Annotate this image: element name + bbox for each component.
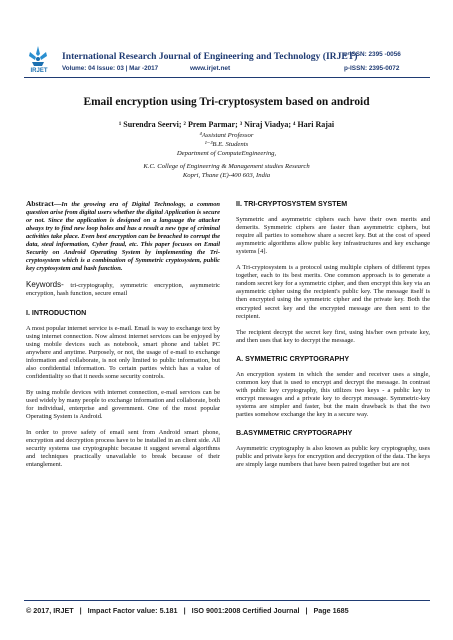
tri-paragraph-3: The recipient decrypt the secret key first, using his/her own private key, and then uses that key to decrypt the message. — [236, 328, 430, 344]
abstract-text: In the growing era of Digital Technology, a common question arise from digital users whether the digital Application is secure or not. Since the application is designed on a language the attacker always try to find new loop holes and has a result a new type of criminal activities take place. Even best encryption can be breached to corrupt the data, steal information, Cyber fraud, etc. This paper focuses on Email Security on Android Operating System by implementing the Tri-cryptosystem which is a combination of Symmetric cryptosystem, public key cryptosystem and hash function. — [26, 201, 220, 273]
symmetric-paragraph: An encryption system in which the sender and receiver uses a single, common key that is used to encrypt and decrypt the message. In contrast with public key cryptography, this utilizes two keys - a public key to encrypt messages and a private key to decrypt message. Symmetric-key systems are simpler and faster, but the main drawback is that the two parties somehow exchange the key in a secure way. — [236, 370, 430, 418]
header-rule — [24, 77, 430, 78]
affiliation-dept: Department of ComputeEngineering, — [176, 150, 277, 157]
eissn: e-ISSN: 2395 -0056 — [344, 51, 401, 58]
abstract — [26, 200, 220, 273]
keywords — [26, 281, 220, 298]
affiliation-role2: ¹⁻³B.E. Students — [204, 141, 249, 148]
journal-title: International Research Journal of Engineering and Technology (IRJET) — [62, 51, 358, 62]
journal-header — [0, 0, 453, 78]
section-heading-asymmetric: B.ASYMMETRIC CRYPTOGRAPHY — [236, 429, 353, 438]
keywords-text: tri-cryptography, symmetric encryption, asymmetric encryption, hash function, secure email — [26, 282, 220, 298]
footer-rule — [24, 600, 430, 601]
irjet-logo-icon — [26, 44, 50, 70]
footer-separator: | — [79, 606, 82, 615]
footer-separator: | — [183, 606, 186, 615]
section-heading-symmetric: A. SYMMETRIC CRYPTOGRAPHY — [236, 354, 350, 363]
keywords-label: Keywords- — [26, 280, 64, 290]
abstract-label: Abstract— — [26, 199, 62, 208]
affiliation-college: K.C. College of Engineering & Management studies Research — [143, 163, 310, 170]
footer-page-number: Page 1685 — [313, 606, 349, 615]
affiliation-address: Kopri, Thane (E)-400 603, India — [182, 172, 271, 179]
affiliation-role1: ⁴Assistant Professor — [199, 132, 254, 139]
footer-copyright: © 2017, IRJET — [26, 606, 74, 615]
section-heading-tri-cryptosystem: II. TRI-CRYPTOSYSTEM SYSTEM — [236, 200, 348, 208]
intro-paragraph-2: By using mobile devices with internet connection, e-mail services can be used widely by many people to exchange information and collaborate, both for individual, enterprise and government. One of the most popular Operating System is Android. — [26, 388, 220, 421]
tri-paragraph-2: A Tri-cryptosystem is a protocol using multiple ciphers of different types together, each to its best merits. One common approach is to generate a random secret key for a symmetric cipher, and then encrypt this key via an asymmetric cipher using the recipient's public key. The message itself is then encrypted using the symmetric cipher and the private key. Both the encrypted secret key and the encrypted message are then sent to the recipient. — [236, 264, 430, 320]
left-column — [26, 200, 220, 477]
section-heading-introduction: I. INTRODUCTION — [26, 308, 87, 317]
asymmetric-paragraph: Asymmetric cryptography is also known as public key cryptography, uses public and private keys for encryption and decryption of the data. The keys are simply large numbers that have been paired together but are not — [236, 445, 430, 469]
right-column — [236, 200, 430, 477]
tri-paragraph-1: Symmetric and asymmetric ciphers each have their own merits and demerits. Symmetric ciphers are faster than asymmetric ciphers, but require all parties to somehow share a secret key. But at the cost of speed asymmetric algorithms allow public key infrastructures and key exchange systems [4]. — [236, 216, 430, 256]
volume-issue: Volume: 04 Issue: 03 | Mar -2017 — [62, 65, 159, 72]
intro-paragraph-1: A most popular internet service is e-mail. Email is way to exchange text by using internet connection. Now almost internet services can be enjoyed by using mobile devices such as notebook, smart phone and tablet PC anywhere and anytime. Purposely, or not, the usage of e-mail to exchange information and collaborate, is not only limited to public information, but also confidential information. To certain parties which has a value of confidentiality so that it needs some security controls. — [26, 324, 220, 380]
author-list: ¹ Surendra Seervi; ² Prem Parmar; ³ Niraj Viadya; ⁴ Hari Rajai — [118, 120, 335, 129]
intro-paragraph-3: In order to prove safety of email sent from Android smart phone, encryption and decryption process have to be installed in an client side. All security systems use cryptographic because it suggest several algorithms and techniques practically unavailable to break because of their entanglement. — [26, 429, 220, 469]
page-footer — [26, 606, 432, 615]
logo-text: IRJET — [30, 68, 48, 74]
footer-impact-factor: Impact Factor value: 5.181 — [87, 606, 178, 615]
footer-separator: | — [305, 606, 308, 615]
journal-website[interactable]: www.irjet.net — [190, 65, 231, 72]
pissn: p-ISSN: 2395-0072 — [344, 65, 400, 72]
footer-iso: ISO 9001:2008 Certified Journal — [191, 606, 300, 615]
paper-title: Email encryption using Tri-cryptosystem based on android — [83, 96, 370, 108]
